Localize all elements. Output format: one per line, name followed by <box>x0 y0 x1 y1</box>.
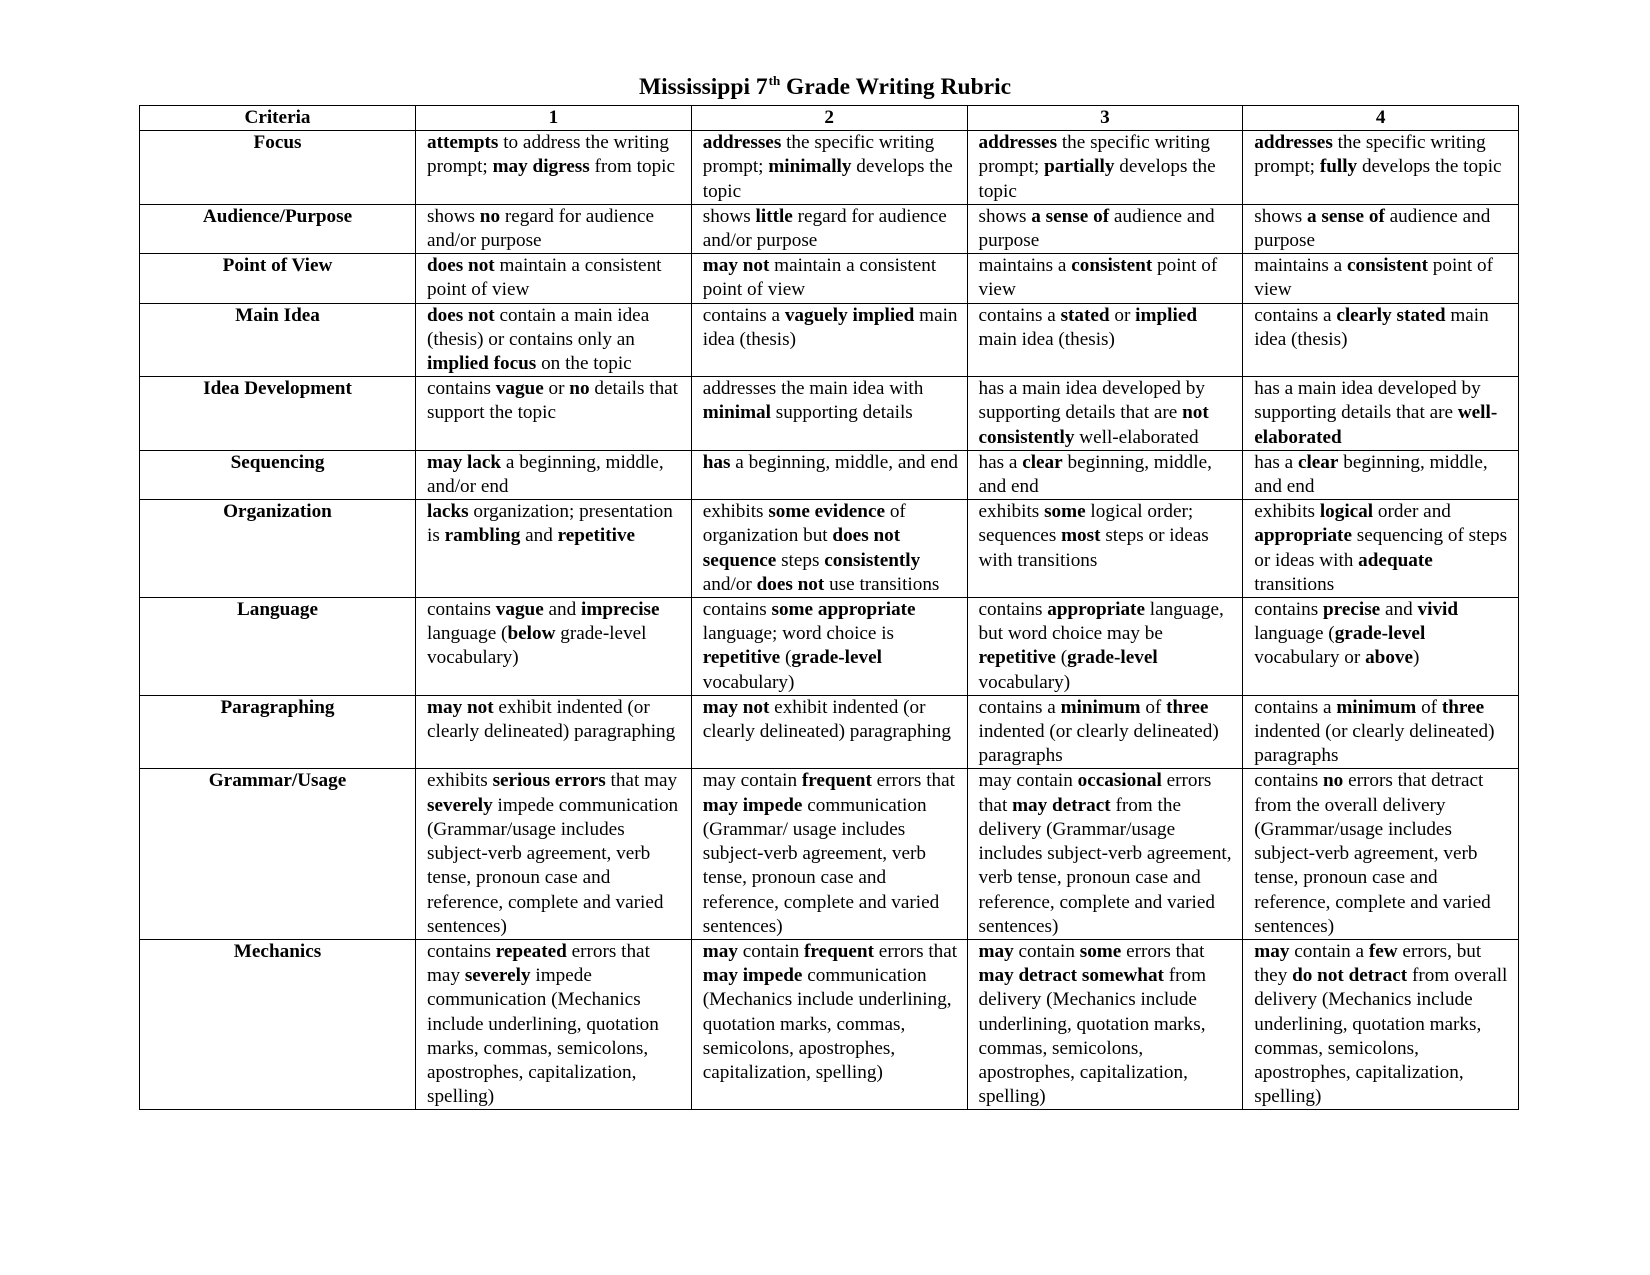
emphasis-text: three <box>1166 696 1209 718</box>
score-2-cell <box>691 254 967 303</box>
rubric-table <box>139 105 1519 1110</box>
descriptor-text: main idea (thesis) <box>1254 304 1489 350</box>
emphasis-text: not consistently <box>978 402 1209 448</box>
criteria-cell: Organization <box>140 500 416 598</box>
score-4-cell <box>1243 377 1519 451</box>
emphasis-text: logical <box>1319 501 1374 523</box>
descriptor-text: or <box>543 378 570 400</box>
descriptor-text: impede communication (Mechanics include underlining, quotation marks, commas, semicolons, apostrophes, capitalization, spelling) <box>427 965 659 1108</box>
emphasis-text: rambling <box>444 525 521 547</box>
table-row <box>140 450 1519 499</box>
emphasis-text: no <box>1323 770 1344 792</box>
emphasis-text: vivid <box>1417 599 1459 621</box>
criteria-cell: Idea Development <box>140 377 416 451</box>
criteria-cell: Grammar/Usage <box>140 769 416 939</box>
table-row <box>140 377 1519 451</box>
descriptor-text: ( <box>1055 647 1068 669</box>
header-criteria: Criteria <box>140 106 416 131</box>
emphasis-text: appropriate <box>1047 599 1145 621</box>
score-3-cell <box>967 939 1243 1109</box>
score-2-cell <box>691 450 967 499</box>
emphasis-text: frequent <box>801 770 872 792</box>
score-4-cell <box>1243 131 1519 205</box>
score-3-cell <box>967 598 1243 696</box>
descriptor-text: point of view <box>978 255 1218 301</box>
descriptor-text: contains <box>978 599 1048 621</box>
descriptor-text: exhibits <box>978 501 1045 523</box>
header-score-3: 3 <box>967 106 1243 131</box>
descriptor-text: addresses the main idea with <box>702 378 924 400</box>
emphasis-text: some evidence <box>768 501 886 523</box>
score-3-cell <box>967 500 1243 598</box>
emphasis-text: serious errors <box>492 770 606 792</box>
emphasis-text: clear <box>1022 451 1063 473</box>
emphasis-text: may impede <box>702 794 803 816</box>
emphasis-text: may digress <box>492 156 590 178</box>
emphasis-text: may <box>978 940 1014 962</box>
score-1-cell <box>416 303 692 377</box>
emphasis-text: vague <box>495 599 544 621</box>
table-row <box>140 939 1519 1109</box>
descriptor-text: transitions <box>1254 573 1335 595</box>
descriptor-text: details that support the topic <box>427 378 679 424</box>
rubric-body <box>140 131 1519 1110</box>
emphasis-text: consistent <box>1346 255 1428 277</box>
emphasis-text: may detract somewhat <box>978 965 1164 987</box>
descriptor-text: and/or <box>702 573 757 595</box>
emphasis-text: clearly stated <box>1336 304 1446 326</box>
emphasis-text: clear <box>1297 451 1339 473</box>
descriptor-text: a beginning, middle, and/or end <box>427 451 664 498</box>
emphasis-text: consistent <box>1071 255 1153 277</box>
descriptor-text: beginning, middle, and end <box>1254 451 1488 498</box>
descriptor-text: contain a <box>1289 940 1369 962</box>
table-row <box>140 598 1519 696</box>
emphasis-text: implied <box>1135 304 1198 326</box>
emphasis-text: partially <box>1044 156 1115 178</box>
score-2-cell <box>691 131 967 205</box>
criteria-cell: Focus <box>140 131 416 205</box>
emphasis-text: repetitive <box>702 647 781 669</box>
criteria-cell: Audience/Purpose <box>140 204 416 253</box>
table-row <box>140 303 1519 377</box>
header-score-2: 2 <box>691 106 967 131</box>
criteria-cell: Language <box>140 598 416 696</box>
title-suffix: Grade Writing Rubric <box>780 74 1012 100</box>
score-3-cell <box>967 695 1243 769</box>
emphasis-text: may impede <box>702 965 803 987</box>
score-4-cell <box>1243 254 1519 303</box>
score-1-cell <box>416 377 692 451</box>
emphasis-text: no <box>479 205 501 227</box>
descriptor-text: may contain <box>702 770 802 792</box>
descriptor-text: may contain <box>978 770 1078 792</box>
table-row <box>140 131 1519 205</box>
page-title <box>0 72 1650 102</box>
descriptor-text: contains a <box>1254 696 1337 718</box>
emphasis-text: has <box>702 451 731 473</box>
descriptor-text: main idea (thesis) <box>702 304 958 350</box>
score-3-cell <box>967 769 1243 939</box>
emphasis-text: may not <box>702 255 770 277</box>
descriptor-text: logical order; sequences <box>978 501 1194 547</box>
emphasis-text: minimal <box>702 402 771 424</box>
score-2-cell <box>691 303 967 377</box>
descriptor-text: organization; presentation is <box>427 501 673 547</box>
score-1-cell <box>416 131 692 205</box>
descriptor-text: contains <box>1254 770 1323 792</box>
score-1-cell <box>416 598 692 696</box>
descriptor-text: language; word choice is <box>702 623 895 645</box>
emphasis-text: severely <box>464 965 531 987</box>
score-3-cell <box>967 377 1243 451</box>
score-4-cell <box>1243 303 1519 377</box>
descriptor-text: develops the topic <box>1357 156 1502 178</box>
descriptor-text: of <box>1416 696 1442 718</box>
emphasis-text: repetitive <box>557 525 636 547</box>
emphasis-text: vague <box>495 378 544 400</box>
descriptor-text: contains <box>427 599 496 621</box>
emphasis-text: well-elaborated <box>1254 402 1498 448</box>
score-1-cell <box>416 254 692 303</box>
descriptor-text: contain <box>1013 940 1080 962</box>
descriptor-text: contains <box>1254 599 1323 621</box>
descriptor-text: contains a <box>702 304 785 326</box>
descriptor-text: a beginning, middle, and end <box>730 451 959 473</box>
emphasis-text: addresses <box>702 132 782 154</box>
descriptor-text: has a <box>1254 451 1298 473</box>
descriptor-text: the specific writing prompt; <box>978 132 1210 178</box>
descriptor-text: contains <box>702 599 772 621</box>
emphasis-text: does not <box>756 573 825 595</box>
descriptor-text: main idea (thesis) <box>978 328 1115 350</box>
score-1-cell <box>416 769 692 939</box>
criteria-cell: Paragraphing <box>140 695 416 769</box>
descriptor-text: steps <box>776 549 825 571</box>
table-row <box>140 500 1519 598</box>
emphasis-text: may detract <box>1012 794 1111 816</box>
descriptor-text: errors that <box>1121 940 1205 962</box>
descriptor-text: exhibit indented (or clearly delineated) paragraphing <box>427 696 676 743</box>
descriptor-text: contain <box>737 940 804 962</box>
table-row <box>140 254 1519 303</box>
descriptor-text: language ( <box>1254 623 1335 645</box>
descriptor-text: maintains a <box>1254 255 1347 277</box>
descriptor-text: shows <box>427 205 480 227</box>
emphasis-text: minimally <box>768 156 852 178</box>
emphasis-text: some <box>1079 940 1122 962</box>
descriptor-text: maintain a consistent point of view <box>702 255 937 301</box>
score-2-cell <box>691 769 967 939</box>
descriptor-text: from topic <box>589 156 676 178</box>
score-4-cell <box>1243 500 1519 598</box>
emphasis-text: attempts <box>427 132 499 154</box>
descriptor-text: communication (Grammar/ usage includes subject-verb agreement, verb tense, pronoun case and reference, complete and varied sentences) <box>702 794 940 937</box>
emphasis-text: imprecise <box>581 599 660 621</box>
emphasis-text: precise <box>1323 599 1381 621</box>
score-4-cell <box>1243 939 1519 1109</box>
descriptor-text: errors that <box>978 770 1212 816</box>
descriptor-text: contains a <box>1254 304 1337 326</box>
emphasis-text: minimum <box>1060 696 1141 718</box>
score-4-cell <box>1243 204 1519 253</box>
criteria-cell: Mechanics <box>140 939 416 1109</box>
descriptor-text: language ( <box>427 623 508 645</box>
descriptor-text: communication (Mechanics include underlining, quotation marks, commas, semicolons, apostrophes, capitalization, spelling) <box>702 965 952 1083</box>
descriptor-text: maintains a <box>978 255 1072 277</box>
descriptor-text: the specific writing prompt; <box>702 132 935 178</box>
criteria-cell: Point of View <box>140 254 416 303</box>
title-prefix: Mississippi 7 <box>638 74 768 100</box>
score-3-cell <box>967 303 1243 377</box>
descriptor-text: errors that detract from the overall delivery (Grammar/usage includes subject-verb agreement, verb tense, pronoun case and reference, complete and varied sentences) <box>1254 770 1491 937</box>
descriptor-text: from overall delivery (Mechanics include underlining, quotation marks, commas, semicolons, apostrophes, capitalization, spelling) <box>1254 965 1508 1108</box>
descriptor-text: audience and purpose <box>978 205 1215 252</box>
emphasis-text: addresses <box>978 132 1058 154</box>
descriptor-text: use transitions <box>824 573 940 595</box>
emphasis-text: three <box>1441 696 1485 718</box>
emphasis-text: may not <box>702 696 770 718</box>
score-1-cell <box>416 939 692 1109</box>
score-3-cell <box>967 450 1243 499</box>
descriptor-text: sequencing of steps or ideas with <box>1254 525 1508 571</box>
descriptor-text: and <box>520 525 558 547</box>
descriptor-text: shows <box>1254 205 1308 227</box>
descriptor-text: that may <box>605 770 678 792</box>
score-2-cell <box>691 204 967 253</box>
score-3-cell <box>967 204 1243 253</box>
emphasis-text: a sense of <box>1031 205 1110 227</box>
descriptor-text: ( <box>780 647 792 669</box>
score-1-cell <box>416 695 692 769</box>
descriptor-text: shows <box>978 205 1032 227</box>
emphasis-text: vaguely implied <box>784 304 915 326</box>
descriptor-text: errors, but they <box>1254 940 1482 987</box>
score-4-cell <box>1243 598 1519 696</box>
emphasis-text: occasional <box>1077 770 1162 792</box>
emphasis-text: may <box>1254 940 1290 962</box>
emphasis-text: some appropriate <box>771 599 916 621</box>
emphasis-text: does not <box>427 255 495 277</box>
emphasis-text: frequent <box>804 940 874 962</box>
emphasis-text: severely <box>427 794 493 816</box>
descriptor-text: order and <box>1373 501 1451 523</box>
emphasis-text: stated <box>1060 304 1110 326</box>
descriptor-text: contains a <box>978 696 1061 718</box>
score-2-cell <box>691 500 967 598</box>
emphasis-text: a sense of <box>1307 205 1385 227</box>
emphasis-text: repetitive <box>978 647 1056 669</box>
descriptor-text: and <box>1380 599 1418 621</box>
descriptor-text: contains <box>427 378 496 400</box>
descriptor-text: audience and purpose <box>1254 205 1491 252</box>
descriptor-text: well-elaborated <box>1074 426 1199 448</box>
descriptor-text: exhibits <box>1254 501 1320 523</box>
emphasis-text: consistently <box>824 549 921 571</box>
descriptor-text: grade-level vocabulary) <box>427 623 647 669</box>
criteria-cell: Main Idea <box>140 303 416 377</box>
descriptor-text: exhibits <box>427 770 493 792</box>
descriptor-text: has a main idea developed by supporting details that are <box>1254 378 1481 424</box>
descriptor-text: has a main idea developed by supporting details that are <box>978 378 1205 424</box>
descriptor-text: from the delivery (Grammar/usage includes subject-verb agreement, verb tense, pronoun case and reference, complete and varied sentences) <box>978 794 1232 937</box>
descriptor-text: from delivery (Mechanics include underlining, quotation marks, commas, semicolons, apostrophes, capitalization, spelling) <box>978 965 1207 1108</box>
table-row <box>140 769 1519 939</box>
score-4-cell <box>1243 450 1519 499</box>
descriptor-text: errors that <box>874 940 958 962</box>
descriptor-text: has a <box>978 451 1023 473</box>
header-row <box>140 106 1519 131</box>
emphasis-text: lacks <box>427 501 469 523</box>
descriptor-text: regard for audience and/or purpose <box>702 205 947 252</box>
descriptor-text: develops the topic <box>702 156 953 202</box>
descriptor-text: ) <box>1413 647 1420 669</box>
emphasis-text: may <box>702 940 738 962</box>
emphasis-text: appropriate <box>1254 525 1352 547</box>
score-2-cell <box>691 939 967 1109</box>
table-row <box>140 695 1519 769</box>
emphasis-text: addresses <box>1254 132 1333 154</box>
score-3-cell <box>967 131 1243 205</box>
table-row <box>140 204 1519 253</box>
descriptor-text: regard for audience and/or purpose <box>427 205 654 252</box>
score-1-cell <box>416 500 692 598</box>
criteria-cell: Sequencing <box>140 450 416 499</box>
score-1-cell <box>416 204 692 253</box>
emphasis-text: may lack <box>427 451 502 473</box>
descriptor-text: impede communication (Grammar/usage includes subject-verb agreement, verb tense, pronoun case and reference, complete and varied sentences) <box>427 794 679 937</box>
descriptor-text: develops the topic <box>978 156 1216 202</box>
descriptor-text: or <box>1109 304 1136 326</box>
emphasis-text: grade-level <box>1067 647 1158 669</box>
score-1-cell <box>416 450 692 499</box>
emphasis-text: little <box>755 205 793 227</box>
title-superscript: th <box>768 73 781 89</box>
emphasis-text: do not detract <box>1292 965 1408 987</box>
header-score-1: 1 <box>416 106 692 131</box>
descriptor-text: the specific writing prompt; <box>1254 132 1486 178</box>
emphasis-text: fully <box>1319 156 1358 178</box>
descriptor-text: exhibits <box>702 501 769 523</box>
emphasis-text: few <box>1368 940 1398 962</box>
descriptor-text: contain a main idea (thesis) or contains only an <box>427 304 650 350</box>
descriptor-text: on the topic <box>536 353 632 375</box>
descriptor-text: shows <box>702 205 756 227</box>
descriptor-text: and <box>543 599 582 621</box>
emphasis-text: grade-level <box>791 647 882 669</box>
emphasis-text: may not <box>427 696 494 718</box>
descriptor-text: exhibit indented (or clearly delineated) paragraphing <box>702 696 951 743</box>
descriptor-text: point of view <box>1254 255 1494 301</box>
descriptor-text: indented (or clearly delineated) paragraphs <box>978 721 1219 767</box>
emphasis-text: above <box>1365 647 1414 669</box>
emphasis-text: grade-level <box>1334 623 1426 645</box>
descriptor-text: vocabulary) <box>702 671 795 693</box>
emphasis-text: does not <box>427 304 495 326</box>
descriptor-text: beginning, middle, and end <box>978 451 1212 498</box>
descriptor-text: of organization but <box>702 501 906 547</box>
emphasis-text: implied focus <box>427 353 537 375</box>
header-score-4: 4 <box>1243 106 1519 131</box>
score-4-cell <box>1243 769 1519 939</box>
emphasis-text: some <box>1044 501 1086 523</box>
descriptor-text: contains a <box>978 304 1061 326</box>
score-3-cell <box>967 254 1243 303</box>
descriptor-text: errors that may <box>427 940 650 987</box>
descriptor-text: errors that <box>871 770 955 792</box>
descriptor-text: indented (or clearly delineated) paragraphs <box>1254 721 1495 767</box>
score-2-cell <box>691 695 967 769</box>
descriptor-text: to address the writing prompt; <box>427 132 669 178</box>
descriptor-text: of <box>1140 696 1167 718</box>
score-2-cell <box>691 377 967 451</box>
descriptor-text: contains <box>427 940 496 962</box>
emphasis-text: below <box>507 623 556 645</box>
emphasis-text: repeated <box>495 940 567 962</box>
emphasis-text: adequate <box>1358 549 1433 571</box>
descriptor-text: vocabulary) <box>978 671 1071 693</box>
descriptor-text: language, but word choice may be <box>978 599 1224 645</box>
emphasis-text: minimum <box>1336 696 1417 718</box>
score-4-cell <box>1243 695 1519 769</box>
descriptor-text: vocabulary or <box>1254 647 1366 669</box>
emphasis-text: does not sequence <box>702 525 901 571</box>
descriptor-text: maintain a consistent point of view <box>427 255 662 301</box>
emphasis-text: most <box>1061 525 1101 547</box>
descriptor-text: steps or ideas with transitions <box>978 525 1209 571</box>
descriptor-text: supporting details <box>770 402 913 424</box>
emphasis-text: no <box>569 378 590 400</box>
score-2-cell <box>691 598 967 696</box>
